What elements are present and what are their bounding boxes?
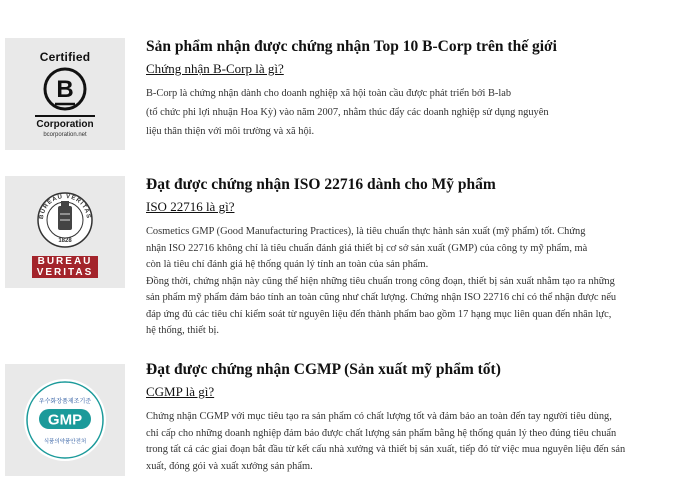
bcorp-title: Sản phẩm nhận được chứng nhận Top 10 B-Corp trên thế giới xyxy=(146,38,557,55)
bcorp-desc-line: B-Corp là chứng nhận dành cho doanh nghiệp xã hội toàn cầu được phát triển bởi B-lab xyxy=(146,88,512,99)
bcorp-what-is-link[interactable]: Chứng nhận B-Corp là gì? xyxy=(146,61,284,76)
iso-desc-line: đáp ứng đủ các tiêu chí kiểm soát từ nguyên liệu đến thành phẩm bao gồm 17 hạng mục liên quan đến nhân lực, xyxy=(146,308,612,320)
bv-bar-line1: BUREAU xyxy=(37,256,93,267)
bureau-veritas-logo xyxy=(32,186,98,278)
bcorp-desc-line: (tổ chức phi lợi nhuận Hoa Kỳ) vào năm 2007, nhằm thúc đẩy các doanh nghiệp sử dụng nguyên xyxy=(146,107,549,118)
gmp-bottom-text: 식품의약품안전처 xyxy=(43,439,87,445)
bv-bar-line2: VERITAS xyxy=(36,267,94,278)
gmp-top-text: 우수화장품제조기준 xyxy=(38,398,92,405)
section-iso22716 xyxy=(0,160,700,350)
bureau-veritas-logo-box xyxy=(5,176,125,288)
svg-text:B: B xyxy=(56,76,74,103)
b-corp-logo xyxy=(35,50,95,138)
section-cgmp xyxy=(0,350,700,500)
bcorp-logo-box xyxy=(5,38,125,150)
section-bcorp xyxy=(0,0,700,160)
bv-label-bar xyxy=(32,256,98,278)
bv-year-text: 1828 xyxy=(58,238,72,244)
b-corp-icon xyxy=(42,66,88,112)
bcorp-certified-text: Certified xyxy=(39,50,91,64)
bcorp-url-text: bcorporation.net xyxy=(43,132,87,138)
iso-desc-line: Đồng thời, chứng nhận này cũng thể hiện những tiêu chuẩn trong công đoạn, thiết bị sản xuất nhằm tạo ra những xyxy=(146,275,615,287)
iso-desc-line: còn là tiêu chí đánh giá hệ thống quản lý tính an toàn của sản phẩm. xyxy=(146,259,429,270)
iso-description xyxy=(146,224,696,340)
gmp-emblem-icon xyxy=(22,377,108,463)
iso-desc-line: sản phẩm mỹ phẩm đảm bảo tính an toàn cũng như chất lượng. Chứng nhận ISO 22716 chỉ có thể nhận được nếu xyxy=(146,292,617,303)
bureau-veritas-emblem-icon xyxy=(34,186,96,256)
bcorp-desc-line: liệu thân thiện với môi trường và xã hội. xyxy=(146,126,315,137)
bcorp-corporation-text: Corporation xyxy=(36,119,94,130)
iso-what-is-link[interactable]: ISO 22716 là gì? xyxy=(146,199,235,214)
bcorp-content xyxy=(146,37,696,141)
bcorp-description xyxy=(146,84,696,141)
cgmp-desc-line: chỉ cấp cho những doanh nghiệp đảm bảo được chất lượng sản phẩm bằng hệ thống quản lý theo đúng tiêu chuẩn xyxy=(146,427,617,439)
bv-ring-text: BUREAU VERITAS xyxy=(38,193,92,220)
gmp-logo-box xyxy=(5,364,125,476)
iso-title: Đạt được chứng nhận ISO 22716 dành cho Mỹ phẩm xyxy=(146,176,496,193)
iso-desc-line: nhận ISO 22716 không chỉ là tiêu chuẩn đánh giá thiết bị cơ sở sản xuất (GMP) của công ty mỹ phẩm, mà xyxy=(146,242,588,254)
cgmp-title: Đạt được chứng nhận CGMP (Sản xuất mỹ phẩm tốt) xyxy=(146,361,501,378)
iso-desc-line: hệ thống, thiết bị. xyxy=(146,325,220,336)
cgmp-content xyxy=(146,360,696,475)
cgmp-what-is-link[interactable]: CGMP là gì? xyxy=(146,384,215,399)
iso-desc-line: Cosmetics GMP (Good Manufacturing Practices), là tiêu chuẩn thực hành sản xuất (mỹ phẩm) tốt. Chứng xyxy=(146,226,586,237)
cgmp-desc-line: Chứng nhận CGMP với mục tiêu tạo ra sản phẩm có chất lượng tốt và đảm bảo an toàn đến tay người tiêu dùng, xyxy=(146,411,612,422)
iso-content xyxy=(146,175,696,340)
gmp-main-text: GMP xyxy=(47,411,83,429)
cgmp-description xyxy=(146,409,696,475)
gmp-logo xyxy=(22,377,108,463)
cgmp-desc-line: xuất, đóng gói và xuất xưởng sản phẩm. xyxy=(146,460,313,472)
cgmp-desc-line: trong tất cả các giai đoạn bắt đầu từ kết cấu nhà xưởng và thiết bị sản xuất, tiếp đó từ việc mua nguyên liệu đến sản xyxy=(146,444,626,455)
